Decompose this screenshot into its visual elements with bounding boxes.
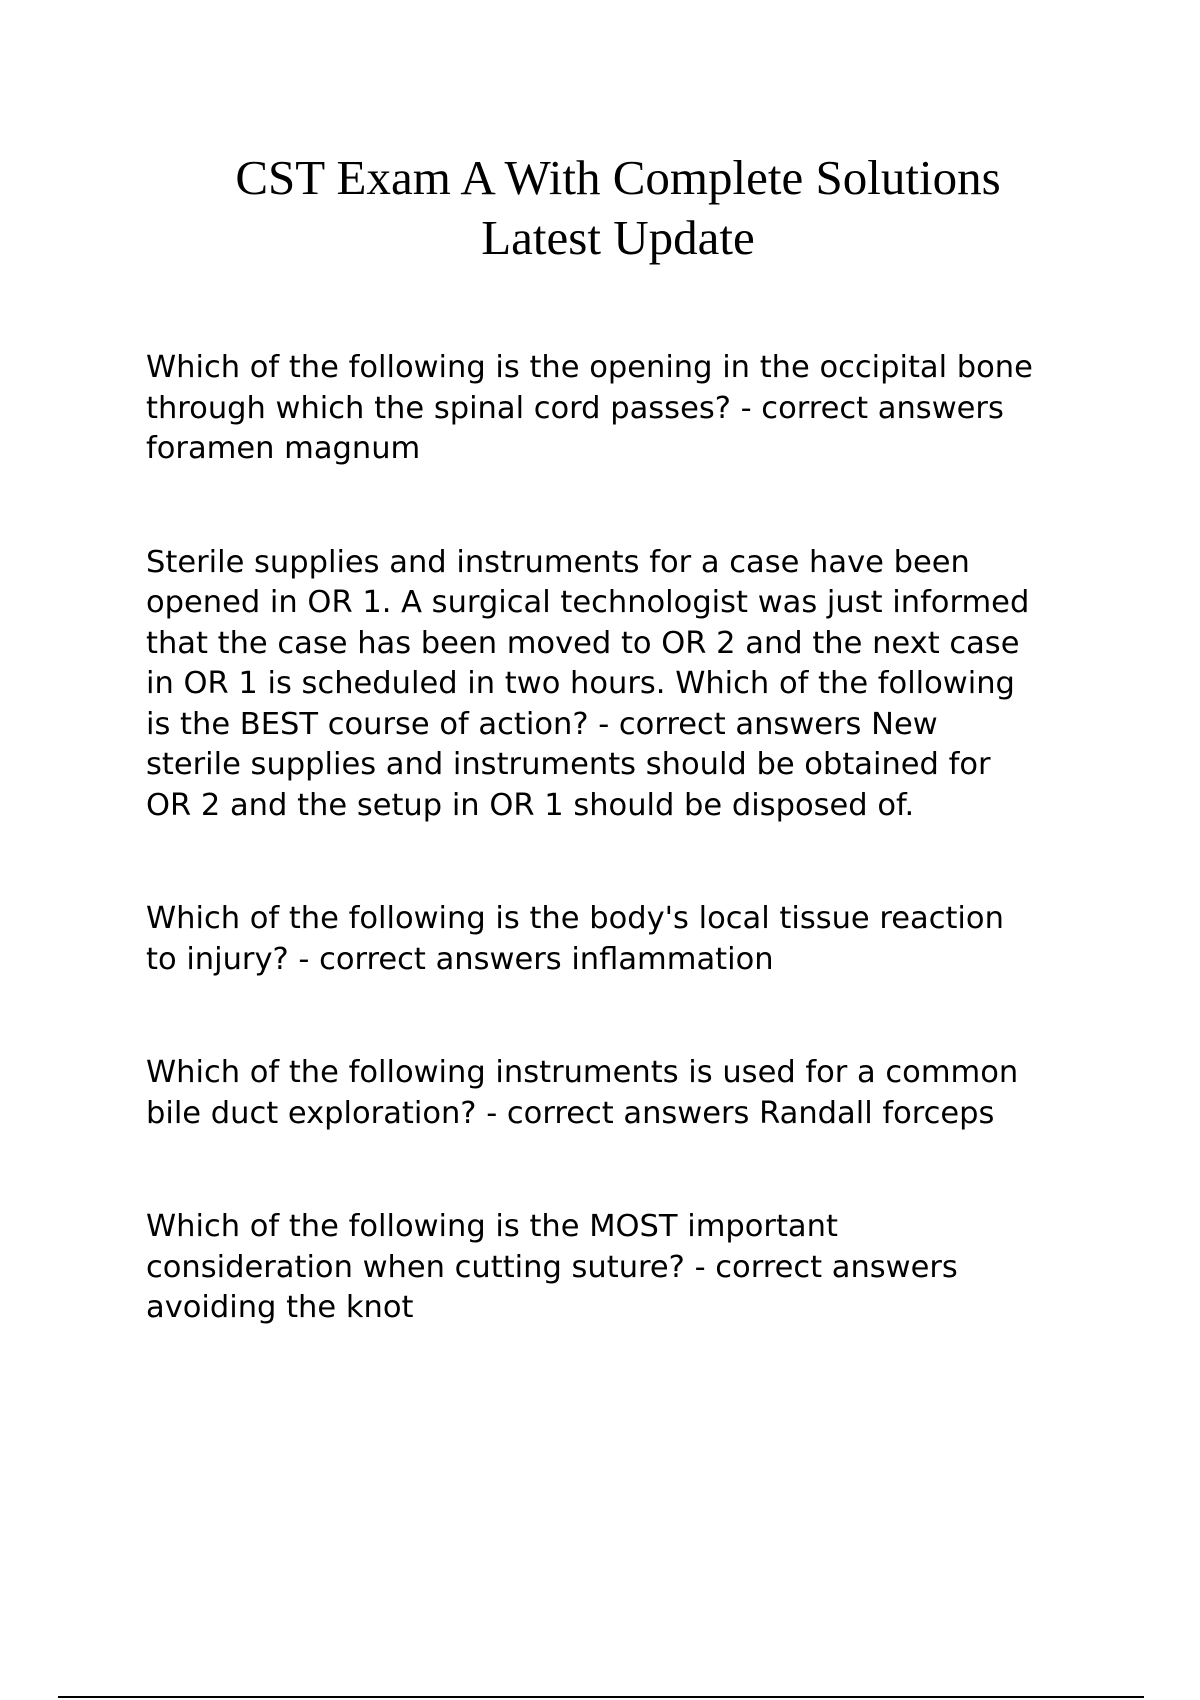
- question-answer-item-3: Which of the following is the body's local tissue reaction to injury? - correct answers inflammation: [146, 901, 1004, 977]
- question-answer-list: [146, 348, 1096, 1329]
- footer-divider: [58, 1696, 1144, 1698]
- question-answer-item-1: Which of the following is the opening in the occipital bone through which the spinal cord passes? - correct answers foramen magnum: [146, 350, 1033, 466]
- question-answer-item-5: Which of the following is the MOST important consideration when cutting suture? - correct answers avoiding the knot: [146, 1209, 958, 1325]
- question-answer-item-2: Sterile supplies and instruments for a case have been opened in OR 1. A surgical technologist was just informed that the case has been moved to OR 2 and the next case in OR 1 is scheduled in two hours. Which of the following is the BEST course of action? - correct answers New sterile supplies and instruments should be obtained for OR 2 and the setup in OR 1 should be disposed of.: [146, 544, 1030, 823]
- page-title: CST Exam A With Complete Solutions Latest Update: [235, 150, 1001, 265]
- question-answer-item-4: Which of the following instruments is used for a common bile duct exploration? - correct answers Randall forceps: [146, 1055, 1019, 1131]
